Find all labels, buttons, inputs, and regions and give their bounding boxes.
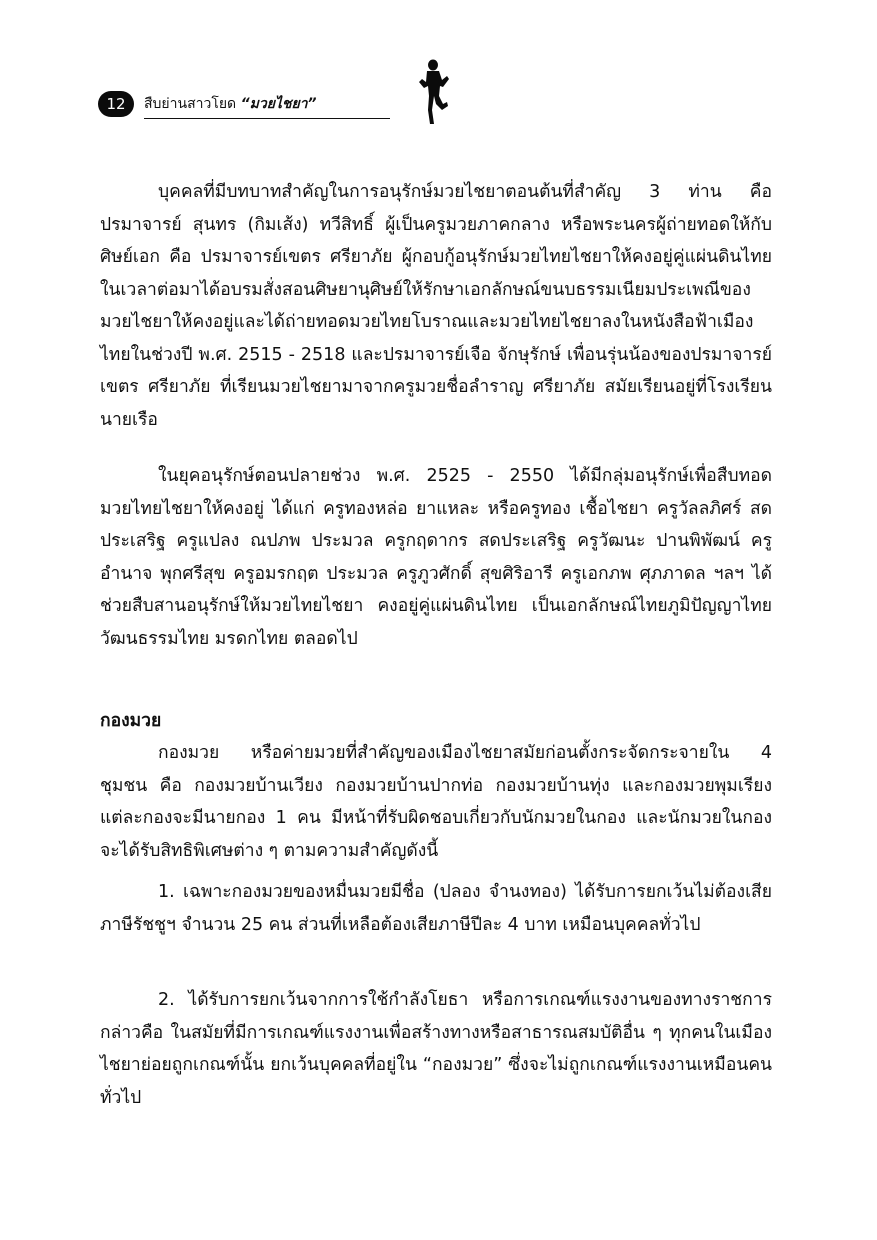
page-number-badge: 12 [98,91,134,117]
boxer-silhouette-icon [416,58,450,126]
paragraph-boxing-camps: กองมวย หรือค่ายมวยที่สำคัญของเมืองไชยาสมัยก่อนตั้งกระจัดกระจายใน 4 ชุมชน คือ กองมวยบ้านเวียง กองมวยบ้านปากท่อ กองมวยบ้านทุ่ง และกองมวยพุมเรียง แต่ละกองจะมีนายกอง 1 คน มีหน้าที่รับผิดชอบเกี่ยวกับนักมวยในกอง และนักมวยในกองจะได้รับสิทธิพิเศษต่าง ๆ ตามความสำคัญดังนี้ [100,743,772,861]
paragraph-conservators-early: บุคคลที่มีบทบาทสำคัญในการอนุรักษ์มวยไชยาตอนต้นที่สำคัญ 3 ท่าน คือ ปรมาจารย์ สุนทร (กิมเส้ง) ทวีสิทธิ์ ผู้เป็นครูมวยภาคกลาง หรือพระนครผู้ถ่ายทอดให้กับศิษย์เอก คือ ปรมาจารย์เขตร ศรียาภัย ผู้กอบกู้อนุรักษ์มวยไทยไชยาให้คงอยู่คู่แผ่นดินไทย ในเวลาต่อมาได้อบรมสั่งสอนศิษยานุศิษย์ให้รักษาเอกลักษณ์ขนบธรรมเนียมประเพณีของมวยไชยาให้คงอยู่และได้ถ่ายทอดมวยไทยโบราณและมวยไทยไชยาลงในหนังสือฟ้าเมืองไทยในช่วงปี พ.ศ. 2515 - 2518 และปรมาจารย์เจือ จักษุรักษ์ เพื่อนรุ่นน้องของปรมาจารย์เขตร ศรียาภัย ที่เรียนมวยไชยามาจากครูมวยชื่อลำราญ ศรียาภัย สมัยเรียนอยู่ที่โรงเรียนนายเรือ [100,182,772,430]
paragraph-conservators-late: ในยุคอนุรักษ์ตอนปลายช่วง พ.ศ. 2525 - 2550 ได้มีกลุ่มอนุรักษ์เพื่อสืบทอดมวยไทยไชยาให้คงอยู่ ได้แก่ ครูทองหล่อ ยาแหละ หรือครูทอง เชื้อไชยา ครูวัลลภิศร์ สดประเสริฐ ครูแปลง ณปภพ ประมวล ครูกฤดากร สดประเสริฐ ครูวัฒนะ ปานพิพัฒน์ ครูอำนาจ พุกศรีสุข ครูอมรกฤต ประมวล ครูภูวศักดิ์ สุขศิริอารี ครูเอกภพ ศุภภาดล ฯลฯ ได้ช่วยสืบสานอนุรักษ์ให้มวยไทยไชยา คงอยู่คู่แผ่นดินไทย เป็นเอกลักษณ์ไทยภูมิปัญญาไทย วัฒนธรรมไทย มรดกไทย ตลอดไป [100,466,772,649]
paragraph-privilege-2: 2. ได้รับการยกเว้นจากการใช้กำลังโยธา หรือการเกณฑ์แรงงานของทางราชการ กล่าวคือ ในสมัยที่มีการเกณฑ์แรงงานเพื่อสร้างทางหรือสาธารณสมบัติอื่น ๆ ทุกคนในเมืองไชยาย่อยถูกเกณฑ์นั้น ยกเว้นบุคคลที่อยู่ใน “กองมวย” ซึ่งจะไม่ถูกเกณฑ์แรงงานเหมือนคนทั่วไป [100,990,772,1108]
book-title: “มวยไชยา” [240,96,317,112]
book-title-prefix: สืบย่านสาวโยด [144,96,241,112]
book-title-line [144,94,317,114]
section-heading: กองมวย [100,711,162,731]
running-header [98,88,388,122]
header-rule [144,118,390,119]
paragraph-privilege-1: 1. เฉพาะกองมวยของหมื่นมวยมีชื่อ (ปลอง จำนงทอง) ได้รับการยกเว้นไม่ต้องเสียภาษีรัชชูฯ จำนวน 25 คน ส่วนที่เหลือต้องเสียภาษีปีละ 4 บาท เหมือนบุคคลทั่วไป [100,882,772,935]
